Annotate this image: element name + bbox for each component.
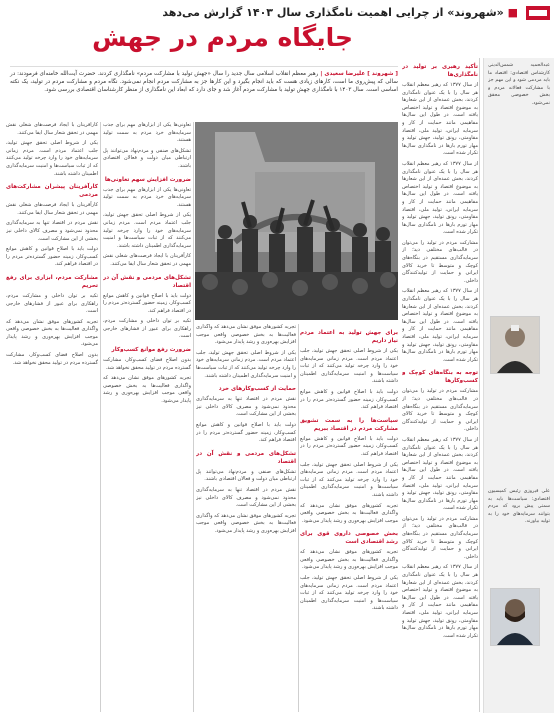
paragraph: دولت باید با اصلاح قوانین و کاهش موانع کسب‌وکار، زمینه حضور گسترده‌تر مردم را در اقتصاد فراهم کند. <box>300 435 398 457</box>
paragraph: بدون اصلاح فضای کسب‌وکار، مشارکت گسترده مردم در تولید محقق نخواهد شد. <box>103 357 191 371</box>
subheading: مشارکت مردم، ابزاری برای رفع تحریم <box>6 274 98 289</box>
paragraph: یکی از شروط اصلی تحقق جهش تولید، جلب اعتماد مردم است. مردم زمانی سرمایه‌های خود را وارد چرخه تولید می‌کنند که از ثبات سیاست‌ها و امنیت سرمایه‌گذاری اطمینان داشته باشند. <box>103 212 191 249</box>
subheading: توجه به بنگاه‌های کوچک و کسب‌وکارها <box>402 370 478 385</box>
column-right <box>402 58 478 712</box>
sidebar-text-top: عبدالحمید شمس‌الدینی کارشناس اقتصادی: اقتصاد ما باید مردمی شود و این مهم جز با مشارکت فعالانه مردم و بخش خصوصی محقق نمی‌شود. <box>488 63 550 106</box>
paragraph: دولت باید با اصلاح قوانین و کاهش موانع کسب‌وکار، زمینه حضور گسترده‌تر مردم را در اقتصاد فراهم کند. <box>300 388 398 411</box>
paragraph: از سال ۱۳۷۷ که رهبر معظم انقلاب هر سال را با یک عنوان نامگذاری کردند، بخش عمده‌ای از این شعارها به موضوع اقتصاد و تولید اختصاص یافته است. در طول این سال‌ها مفاهیمی مانند حمایت از کار و سرمایه ایرانی، تولید ملی، اقتصاد مقاومتی، رونق تولید، جهش تولید و مهار تورم بارها در نامگذاری سال‌ها تکرار شده است. <box>402 160 478 236</box>
paragraph: یکی از شروط اصلی تحقق جهش تولید، جلب اعتماد مردم است. مردم زمانی سرمایه‌های خود را وارد چرخه تولید می‌کنند که از ثبات سیاست‌ها و امنیت سرمایه‌گذاری اطمینان داشته باشند. <box>300 348 398 385</box>
paragraph: یکی از شروط اصلی تحقق جهش تولید، جلب اعتماد مردم است. مردم زمانی سرمایه‌های خود را وارد چرخه تولید می‌کنند که از ثبات سیاست‌ها و امنیت سرمایه‌گذاری اطمینان داشته باشند. <box>196 349 296 379</box>
paragraph: تکیه بر توان داخلی و مشارکت مردم، راهکاری برای عبور از فشارهای خارجی است. <box>6 292 98 315</box>
column-middle-left <box>196 324 296 712</box>
column-divider <box>100 122 101 712</box>
paragraph: تکیه بر توان داخلی و مشارکت مردم، راهکاری برای عبور از فشارهای خارجی است. <box>103 318 191 340</box>
subheading: تشکل‌های مردمی و نقش آن در اقتصاد <box>103 274 191 289</box>
paragraph: تجربه کشورهای موفق نشان می‌دهد که واگذاری فعالیت‌ها به بخش خصوصی واقعی موجب افزایش بهره‌وری و رشد پایدار می‌شود. <box>6 318 98 348</box>
column-divider <box>479 58 480 712</box>
sidebar <box>483 58 554 713</box>
kicker-text: «شهروند» از چرایی اهمیت نامگذاری سال ۱۴۰۳ گزارش می‌دهد <box>162 6 504 19</box>
logo-mark-icon <box>526 6 550 20</box>
column-divider <box>298 324 299 712</box>
kicker <box>10 6 518 19</box>
paragraph: نقش مردم در اقتصاد تنها به سرمایه‌گذاری محدود نمی‌شود و مصرف کالای داخلی نیز بخشی از این مشارکت است. <box>196 396 296 418</box>
paragraph: تجربه کشورهای موفق نشان می‌دهد که واگذاری فعالیت‌ها به بخش خصوصی واقعی موجب افزایش بهره‌وری و رشد پایدار می‌شود. <box>300 549 398 571</box>
subheading: سیاست‌ها را به سمت تشویق مشارکت مردم در اقتصاد ببریم <box>300 417 398 432</box>
paragraph: یکی از شروط اصلی تحقق جهش تولید، جلب اعتماد مردم است. مردم زمانی سرمایه‌های خود را وارد چرخه تولید می‌کنند که از ثبات سیاست‌ها و امنیت سرمایه‌گذاری اطمینان داشته باشند. <box>300 461 398 498</box>
paragraph: تجربه کشورهای موفق نشان می‌دهد که واگذاری فعالیت‌ها به بخش خصوصی واقعی موجب افزایش بهره‌وری و رشد پایدار می‌شود. <box>196 512 296 534</box>
subheading: ضرورت افزایش سهم تعاونی‌ها <box>104 176 191 183</box>
column-divider <box>193 122 194 712</box>
paragraph: از سال ۱۳۷۷ که رهبر معظم انقلاب هر سال را با یک عنوان نامگذاری کردند، بخش عمده‌ای از این شعارها به موضوع اقتصاد و تولید اختصاص یافته است. در طول این سال‌ها مفاهیمی مانند حمایت از کار و سرمایه ایرانی، تولید ملی، اقتصاد مقاومتی، رونق تولید، جهش تولید و مهار تورم بارها در نامگذاری سال‌ها تکرار شده است. <box>402 288 478 363</box>
subheading: بخش خصوصی داروی قوی برای رشد اقتصادی است <box>300 531 398 546</box>
paragraph: از سال ۱۳۷۷ که رهبر معظم انقلاب هر سال را با یک عنوان نامگذاری کردند، بخش عمده‌ای از این شعارها به موضوع اقتصاد و تولید اختصاص یافته است. در طول این سال‌ها مفاهیمی مانند حمایت از کار و سرمایه ایرانی، تولید ملی، اقتصاد مقاومتی، رونق تولید، جهش تولید و مهار تورم بارها در نامگذاری سال‌ها تکرار شده است. <box>402 82 478 157</box>
subheading: حمایت از کسب‌وکارهای خرد <box>218 386 296 393</box>
subheading: ضرورت رفع موانع کسب‌وکار <box>111 347 191 354</box>
portrait-bottom <box>490 588 540 646</box>
paragraph: از سال ۱۳۷۷ که رهبر معظم انقلاب هر سال را با یک عنوان نامگذاری کردند، بخش عمده‌ای از این شعارها به موضوع اقتصاد و تولید اختصاص یافته است. در طول این سال‌ها مفاهیمی مانند حمایت از کار و سرمایه ایرانی، تولید ملی، اقتصاد مقاومتی، رونق تولید، جهش تولید و مهار تورم بارها در نامگذاری سال‌ها تکرار شده است. <box>402 564 478 639</box>
crowd-photo-icon <box>195 122 398 320</box>
bullet-icon: ■ <box>507 6 518 19</box>
lede-text: رهبر معظم انقلاب اسلامی سال جدید را سال «جهش تولید با مشارکت مردم» نامگذاری کردند. حضرت آیت‌الله خامنه‌ای فرمودند: در سالی که پیش‌روی ما است، کارهای زیادی هست که باید انجام بگیرد و این کارها جز به مشارکت مردم انجام نمی‌شود. نگاه مردم و مشارکت مردم در تولید، یک نکته اساسی است. سال ۱۴۰۳ با نامگذاری جهش تولید با مشارکت مردم آغاز شد و جای دارد که ابعاد این نامگذاری از منظر کارشناسان اقتصادی بررسی شود. <box>10 71 398 93</box>
paragraph: تشکل‌های صنفی و مردم‌نهاد می‌توانند پل ارتباطی میان دولت و فعالان اقتصادی باشند. <box>196 468 296 483</box>
subheading: تأکید رهبری بر تولید در نامگذاری‌ها <box>402 64 478 78</box>
column-left-outer <box>6 122 98 712</box>
paragraph: مشارکت مردم در تولید را می‌توان در قالب‌های مختلفی دید؛ از سرمایه‌گذاری مستقیم در بنگاه‌های کوچک و متوسط تا خرید کالای ایرانی و حمایت از تولیدکنندگان داخلی. <box>402 515 478 560</box>
paragraph: تشکل‌های صنفی و مردم‌نهاد می‌توانند پل ارتباطی میان دولت و فعالان اقتصادی باشند. <box>103 147 191 169</box>
paragraph: کارآفرینان با ایجاد فرصت‌های شغلی نقش مهمی در تحقق شعار سال ایفا می‌کنند. <box>6 122 98 136</box>
paragraph: مشارکت مردم در تولید را می‌توان در قالب‌های مختلفی دید؛ از سرمایه‌گذاری مستقیم در بنگاه‌های کوچک و متوسط تا خرید کالای ایرانی و حمایت از تولیدکنندگان داخلی. <box>402 239 478 284</box>
person-icon <box>491 317 539 373</box>
paragraph: یکی از شروط اصلی تحقق جهش تولید، جلب اعتماد مردم است. مردم زمانی سرمایه‌های خود را وارد چرخه تولید می‌کنند که از ثبات سیاست‌ها و امنیت سرمایه‌گذاری اطمینان داشته باشند. <box>300 575 398 612</box>
paragraph: دولت باید با اصلاح قوانین و کاهش موانع کسب‌وکار، زمینه حضور گسترده‌تر مردم را در اقتصاد فراهم کند. <box>103 292 191 314</box>
sidebar-text-bottom: علی فیروزی رئیس کمیسیون اقتصادی: سیاست‌ها باید به سمتی پیش برود که مردم بتوانند سرمایه‌های خود را به تولید بیاورند. <box>488 489 550 525</box>
paragraph: تجربه کشورهای موفق نشان می‌دهد که واگذاری فعالیت‌ها به بخش خصوصی واقعی موجب افزایش بهره‌وری و رشد پایدار می‌شود. <box>300 502 398 524</box>
paragraph: از سال ۱۳۷۷ که رهبر معظم انقلاب هر سال را با یک عنوان نامگذاری کردند، بخش عمده‌ای از این شعارها به موضوع اقتصاد و تولید اختصاص یافته است. در طول این سال‌ها مفاهیمی مانند حمایت از کار و سرمایه ایرانی، تولید ملی، اقتصاد مقاومتی، رونق تولید، جهش تولید و مهار تورم بارها در نامگذاری سال‌ها تکرار شده است. <box>402 436 478 512</box>
paragraph: نقش مردم در اقتصاد تنها به سرمایه‌گذاری محدود نمی‌شود و مصرف کالای داخلی نیز بخشی از این مشارکت است. <box>6 220 98 242</box>
paragraph: نقش مردم در اقتصاد تنها به سرمایه‌گذاری محدود نمی‌شود و مصرف کالای داخلی نیز بخشی از این مشارکت است. <box>196 486 296 509</box>
paragraph: کارآفرینان با ایجاد فرصت‌های شغلی نقش مهمی در تحقق شعار سال ایفا می‌کنند. <box>6 202 98 216</box>
byline: [ شهروند ] علیرضا سعیدی | <box>320 71 398 77</box>
paragraph: مشارکت مردم در تولید را می‌توان در قالب‌های مختلفی دید؛ از سرمایه‌گذاری مستقیم در بنگاه‌های کوچک و متوسط تا خرید کالای ایرانی و حمایت از تولیدکنندگان داخلی. <box>402 388 478 433</box>
portrait-top <box>490 316 540 374</box>
subheading: برای جهش تولید به اعتماد مردم نیاز داریم <box>300 330 398 344</box>
person-icon <box>491 589 539 645</box>
paragraph: تعاونی‌ها یکی از ابزارهای مهم برای جذب سرمایه‌های خرد مردم به سمت تولید هستند. <box>103 186 191 208</box>
page-title: جایگاه مردم در جهش <box>92 23 353 52</box>
paragraph: دولت باید با اصلاح قوانین و کاهش موانع کسب‌وکار، زمینه حضور گسترده‌تر مردم را در اقتصاد فراهم کند. <box>196 421 296 444</box>
subheading: تشکل‌های مردمی و نقش آن در اقتصاد <box>196 450 296 465</box>
column-left-inner <box>103 122 191 712</box>
paragraph: دولت باید با اصلاح قوانین و کاهش موانع کسب‌وکار، زمینه حضور گسترده‌تر مردم را در اقتصاد فراهم کند. <box>6 246 98 268</box>
paragraph: تعاونی‌ها یکی از ابزارهای مهم برای جذب سرمایه‌های خرد مردم به سمت تولید هستند. <box>103 122 191 144</box>
paragraph: تجربه کشورهای موفق نشان می‌دهد که واگذاری فعالیت‌ها به بخش خصوصی واقعی موجب افزایش بهره‌وری و رشد پایدار می‌شود. <box>103 375 191 405</box>
main-photo <box>195 122 398 320</box>
paragraph: کارآفرینان با ایجاد فرصت‌های شغلی نقش مهمی در تحقق شعار سال ایفا می‌کنند. <box>103 253 191 267</box>
lede <box>10 66 398 94</box>
subheading: کارآفرینان پیشران مشارکت‌های مردمی <box>6 184 98 199</box>
column-middle-right <box>300 324 398 712</box>
paragraph: تجربه کشورهای موفق نشان می‌دهد که واگذاری فعالیت‌ها به بخش خصوصی واقعی موجب افزایش بهره‌وری و رشد پایدار می‌شود. <box>196 324 296 346</box>
paragraph: یکی از شروط اصلی تحقق جهش تولید، جلب اعتماد مردم است. مردم زمانی سرمایه‌های خود را وارد چرخه تولید می‌کنند که از ثبات سیاست‌ها و امنیت سرمایه‌گذاری اطمینان داشته باشند. <box>6 140 98 177</box>
paragraph: بدون اصلاح فضای کسب‌وکار، مشارکت گسترده مردم در تولید محقق نخواهد شد. <box>6 352 98 366</box>
